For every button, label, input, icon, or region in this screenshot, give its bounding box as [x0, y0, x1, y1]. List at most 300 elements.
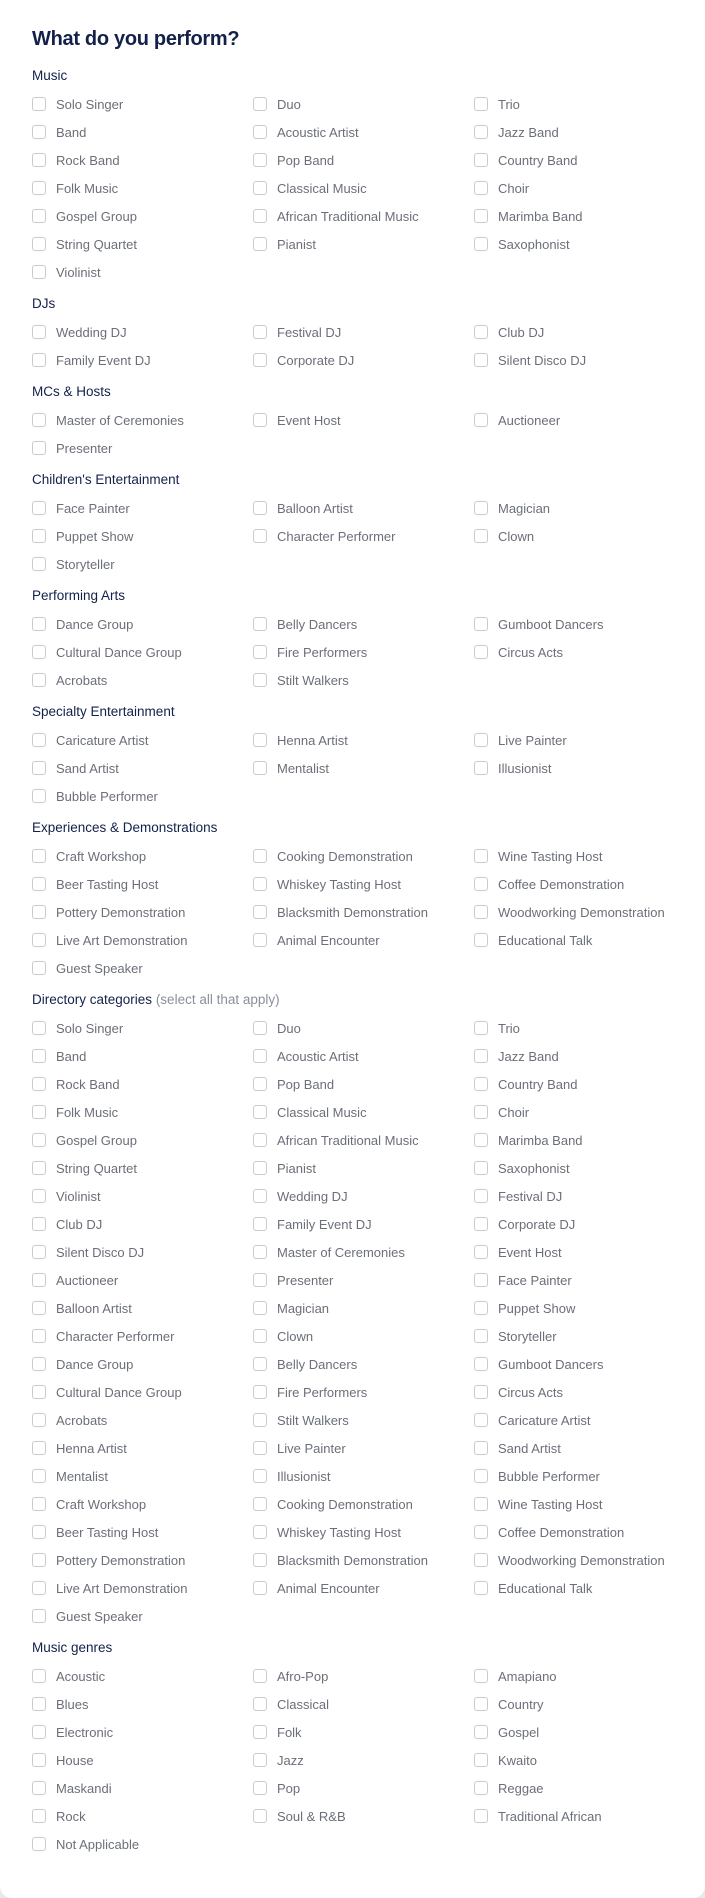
option-label: Fire Performers — [277, 644, 368, 660]
unchecked-checkbox-icon[interactable] — [253, 1105, 267, 1119]
option-marimba-band[interactable] — [474, 202, 695, 230]
option-mentalist[interactable] — [32, 1462, 253, 1490]
option-acrobats[interactable] — [32, 1406, 253, 1434]
option-storyteller[interactable] — [474, 1322, 695, 1350]
option-wedding-dj[interactable] — [253, 1182, 474, 1210]
unchecked-checkbox-icon[interactable] — [474, 1357, 488, 1371]
unchecked-checkbox-icon[interactable] — [474, 1413, 488, 1427]
unchecked-checkbox-icon[interactable] — [474, 181, 488, 195]
option-stilt-walkers[interactable] — [253, 666, 474, 694]
unchecked-checkbox-icon[interactable] — [32, 961, 46, 975]
unchecked-checkbox-icon[interactable] — [474, 1161, 488, 1175]
unchecked-checkbox-icon[interactable] — [253, 181, 267, 195]
option-face-painter[interactable] — [32, 494, 253, 522]
unchecked-checkbox-icon[interactable] — [253, 1329, 267, 1343]
unchecked-checkbox-icon[interactable] — [253, 1725, 267, 1739]
option-wedding-dj[interactable] — [32, 318, 253, 346]
unchecked-checkbox-icon[interactable] — [253, 1049, 267, 1063]
unchecked-checkbox-icon[interactable] — [253, 1217, 267, 1231]
option-coffee-demonstration[interactable] — [474, 1518, 695, 1546]
unchecked-checkbox-icon[interactable] — [474, 1809, 488, 1823]
option-magician[interactable] — [253, 1294, 474, 1322]
unchecked-checkbox-icon[interactable] — [32, 501, 46, 515]
unchecked-checkbox-icon[interactable] — [32, 529, 46, 543]
option-guest-speaker[interactable] — [32, 954, 253, 982]
unchecked-checkbox-icon[interactable] — [32, 877, 46, 891]
option-blacksmith-demonstration[interactable] — [253, 898, 474, 926]
option-dance-group[interactable] — [32, 1350, 253, 1378]
option-rock-band[interactable] — [32, 146, 253, 174]
unchecked-checkbox-icon[interactable] — [474, 849, 488, 863]
unchecked-checkbox-icon[interactable] — [253, 325, 267, 339]
option-silent-disco-dj[interactable] — [32, 1238, 253, 1266]
option-afro-pop[interactable] — [253, 1662, 474, 1690]
option-caricature-artist[interactable] — [32, 726, 253, 754]
option-fire-performers[interactable] — [253, 1378, 474, 1406]
unchecked-checkbox-icon[interactable] — [474, 1781, 488, 1795]
unchecked-checkbox-icon[interactable] — [32, 413, 46, 427]
option-sand-artist[interactable] — [474, 1434, 695, 1462]
option-band[interactable] — [32, 118, 253, 146]
option-cultural-dance-group[interactable] — [32, 1378, 253, 1406]
unchecked-checkbox-icon[interactable] — [474, 1133, 488, 1147]
unchecked-checkbox-icon[interactable] — [32, 325, 46, 339]
option-duo[interactable] — [253, 1014, 474, 1042]
unchecked-checkbox-icon[interactable] — [253, 413, 267, 427]
unchecked-checkbox-icon[interactable] — [474, 1329, 488, 1343]
option-circus-acts[interactable] — [474, 1378, 695, 1406]
option-family-event-dj[interactable] — [253, 1210, 474, 1238]
unchecked-checkbox-icon[interactable] — [253, 1273, 267, 1287]
unchecked-checkbox-icon[interactable] — [253, 209, 267, 223]
option-label: Saxophonist — [498, 236, 570, 252]
option-gospel[interactable] — [474, 1718, 695, 1746]
option-fire-performers[interactable] — [253, 638, 474, 666]
option-trio[interactable] — [474, 1014, 695, 1042]
option-pop-band[interactable] — [253, 1070, 474, 1098]
option-pop-band[interactable] — [253, 146, 474, 174]
unchecked-checkbox-icon[interactable] — [253, 849, 267, 863]
unchecked-checkbox-icon[interactable] — [253, 501, 267, 515]
unchecked-checkbox-icon[interactable] — [32, 237, 46, 251]
option-woodworking-demonstration[interactable] — [474, 1546, 695, 1574]
unchecked-checkbox-icon[interactable] — [474, 1525, 488, 1539]
unchecked-checkbox-icon[interactable] — [253, 1385, 267, 1399]
option-bubble-performer[interactable] — [32, 782, 253, 810]
unchecked-checkbox-icon[interactable] — [253, 733, 267, 747]
unchecked-checkbox-icon[interactable] — [32, 1245, 46, 1259]
option-gospel-group[interactable] — [32, 1126, 253, 1154]
option-balloon-artist[interactable] — [32, 1294, 253, 1322]
unchecked-checkbox-icon[interactable] — [253, 1021, 267, 1035]
option-silent-disco-dj[interactable] — [474, 346, 695, 374]
unchecked-checkbox-icon[interactable] — [474, 325, 488, 339]
option-sand-artist[interactable] — [32, 754, 253, 782]
unchecked-checkbox-icon[interactable] — [32, 1725, 46, 1739]
option-corporate-dj[interactable] — [253, 346, 474, 374]
option-jazz-band[interactable] — [474, 118, 695, 146]
option-reggae[interactable] — [474, 1774, 695, 1802]
option-stilt-walkers[interactable] — [253, 1406, 474, 1434]
option-bubble-performer[interactable] — [474, 1462, 695, 1490]
option-gumboot-dancers[interactable] — [474, 1350, 695, 1378]
option-cooking-demonstration[interactable] — [253, 842, 474, 870]
option-violinist[interactable] — [32, 1182, 253, 1210]
option-clown[interactable] — [474, 522, 695, 550]
unchecked-checkbox-icon[interactable] — [32, 1497, 46, 1511]
option-not-applicable[interactable] — [32, 1830, 253, 1858]
option-auctioneer[interactable] — [32, 1266, 253, 1294]
unchecked-checkbox-icon[interactable] — [253, 1245, 267, 1259]
option-animal-encounter[interactable] — [253, 926, 474, 954]
unchecked-checkbox-icon[interactable] — [253, 645, 267, 659]
unchecked-checkbox-icon[interactable] — [32, 1581, 46, 1595]
option-beer-tasting-host[interactable] — [32, 870, 253, 898]
unchecked-checkbox-icon[interactable] — [32, 1329, 46, 1343]
option-trio[interactable] — [474, 90, 695, 118]
option-pottery-demonstration[interactable] — [32, 1546, 253, 1574]
option-club-dj[interactable] — [474, 318, 695, 346]
unchecked-checkbox-icon[interactable] — [253, 1441, 267, 1455]
option-wine-tasting-host[interactable] — [474, 842, 695, 870]
unchecked-checkbox-icon[interactable] — [32, 153, 46, 167]
unchecked-checkbox-icon[interactable] — [253, 1161, 267, 1175]
option-clown[interactable] — [253, 1322, 474, 1350]
unchecked-checkbox-icon[interactable] — [474, 209, 488, 223]
unchecked-checkbox-icon[interactable] — [474, 1441, 488, 1455]
option-live-painter[interactable] — [253, 1434, 474, 1462]
option-craft-workshop[interactable] — [32, 842, 253, 870]
unchecked-checkbox-icon[interactable] — [253, 1669, 267, 1683]
unchecked-checkbox-icon[interactable] — [32, 1469, 46, 1483]
unchecked-checkbox-icon[interactable] — [32, 645, 46, 659]
option-event-host[interactable] — [474, 1238, 695, 1266]
unchecked-checkbox-icon[interactable] — [32, 1525, 46, 1539]
option-puppet-show[interactable] — [474, 1294, 695, 1322]
unchecked-checkbox-icon[interactable] — [474, 1189, 488, 1203]
unchecked-checkbox-icon[interactable] — [32, 789, 46, 803]
option-cultural-dance-group[interactable] — [32, 638, 253, 666]
option-presenter[interactable] — [253, 1266, 474, 1294]
unchecked-checkbox-icon[interactable] — [474, 733, 488, 747]
option-african-traditional-music[interactable] — [253, 1126, 474, 1154]
option-pianist[interactable] — [253, 230, 474, 258]
unchecked-checkbox-icon[interactable] — [32, 1189, 46, 1203]
unchecked-checkbox-icon[interactable] — [474, 1581, 488, 1595]
option-face-painter[interactable] — [474, 1266, 695, 1294]
unchecked-checkbox-icon[interactable] — [253, 1781, 267, 1795]
option-maskandi[interactable] — [32, 1774, 253, 1802]
option-craft-workshop[interactable] — [32, 1490, 253, 1518]
option-festival-dj[interactable] — [253, 318, 474, 346]
option-beer-tasting-host[interactable] — [32, 1518, 253, 1546]
option-rock[interactable] — [32, 1802, 253, 1830]
option-folk-music[interactable] — [32, 1098, 253, 1126]
unchecked-checkbox-icon[interactable] — [253, 1697, 267, 1711]
option-family-event-dj[interactable] — [32, 346, 253, 374]
option-acrobats[interactable] — [32, 666, 253, 694]
unchecked-checkbox-icon[interactable] — [32, 673, 46, 687]
unchecked-checkbox-icon[interactable] — [253, 1469, 267, 1483]
unchecked-checkbox-icon[interactable] — [474, 353, 488, 367]
unchecked-checkbox-icon[interactable] — [32, 1217, 46, 1231]
unchecked-checkbox-icon[interactable] — [253, 529, 267, 543]
option-magician[interactable] — [474, 494, 695, 522]
unchecked-checkbox-icon[interactable] — [474, 529, 488, 543]
unchecked-checkbox-icon[interactable] — [474, 1021, 488, 1035]
option-festival-dj[interactable] — [474, 1182, 695, 1210]
unchecked-checkbox-icon[interactable] — [32, 1077, 46, 1091]
option-illusionist[interactable] — [253, 1462, 474, 1490]
unchecked-checkbox-icon[interactable] — [253, 97, 267, 111]
unchecked-checkbox-icon[interactable] — [32, 1273, 46, 1287]
unchecked-checkbox-icon[interactable] — [32, 1809, 46, 1823]
option-puppet-show[interactable] — [32, 522, 253, 550]
option-saxophonist[interactable] — [474, 1154, 695, 1182]
unchecked-checkbox-icon[interactable] — [253, 1581, 267, 1595]
unchecked-checkbox-icon[interactable] — [32, 1301, 46, 1315]
unchecked-checkbox-icon[interactable] — [474, 1273, 488, 1287]
unchecked-checkbox-icon[interactable] — [474, 413, 488, 427]
unchecked-checkbox-icon[interactable] — [32, 1669, 46, 1683]
unchecked-checkbox-icon[interactable] — [474, 1725, 488, 1739]
unchecked-checkbox-icon[interactable] — [474, 1497, 488, 1511]
option-henna-artist[interactable] — [32, 1434, 253, 1462]
option-mentalist[interactable] — [253, 754, 474, 782]
option-whiskey-tasting-host[interactable] — [253, 1518, 474, 1546]
unchecked-checkbox-icon[interactable] — [32, 1021, 46, 1035]
option-label: Rock Band — [56, 152, 120, 168]
unchecked-checkbox-icon[interactable] — [32, 125, 46, 139]
option-gumboot-dancers[interactable] — [474, 610, 695, 638]
unchecked-checkbox-icon[interactable] — [32, 733, 46, 747]
option-pottery-demonstration[interactable] — [32, 898, 253, 926]
unchecked-checkbox-icon[interactable] — [474, 1049, 488, 1063]
unchecked-checkbox-icon[interactable] — [474, 617, 488, 631]
unchecked-checkbox-icon[interactable] — [32, 617, 46, 631]
unchecked-checkbox-icon[interactable] — [32, 1385, 46, 1399]
option-pop[interactable] — [253, 1774, 474, 1802]
unchecked-checkbox-icon[interactable] — [474, 125, 488, 139]
unchecked-checkbox-icon[interactable] — [474, 1469, 488, 1483]
option-cooking-demonstration[interactable] — [253, 1490, 474, 1518]
option-label: Soul & R&B — [277, 1808, 346, 1824]
option-live-art-demonstration[interactable] — [32, 1574, 253, 1602]
option-jazz[interactable] — [253, 1746, 474, 1774]
unchecked-checkbox-icon[interactable] — [32, 557, 46, 571]
unchecked-checkbox-icon[interactable] — [253, 761, 267, 775]
unchecked-checkbox-icon[interactable] — [32, 1553, 46, 1567]
option-guest-speaker[interactable] — [32, 1602, 253, 1630]
option-classical[interactable] — [253, 1690, 474, 1718]
option-solo-singer[interactable] — [32, 90, 253, 118]
unchecked-checkbox-icon[interactable] — [253, 153, 267, 167]
option-storyteller[interactable] — [32, 550, 253, 578]
option-folk[interactable] — [253, 1718, 474, 1746]
unchecked-checkbox-icon[interactable] — [474, 1077, 488, 1091]
option-educational-talk[interactable] — [474, 1574, 695, 1602]
unchecked-checkbox-icon[interactable] — [474, 501, 488, 515]
unchecked-checkbox-icon[interactable] — [474, 1217, 488, 1231]
unchecked-checkbox-icon[interactable] — [474, 1105, 488, 1119]
option-electronic[interactable] — [32, 1718, 253, 1746]
option-presenter[interactable] — [32, 434, 253, 462]
option-woodworking-demonstration[interactable] — [474, 898, 695, 926]
option-balloon-artist[interactable] — [253, 494, 474, 522]
unchecked-checkbox-icon[interactable] — [253, 933, 267, 947]
unchecked-checkbox-icon[interactable] — [32, 933, 46, 947]
unchecked-checkbox-icon[interactable] — [32, 441, 46, 455]
unchecked-checkbox-icon[interactable] — [253, 353, 267, 367]
unchecked-checkbox-icon[interactable] — [253, 237, 267, 251]
unchecked-checkbox-icon[interactable] — [474, 877, 488, 891]
option-label: Rock — [56, 1808, 86, 1824]
option-solo-singer[interactable] — [32, 1014, 253, 1042]
unchecked-checkbox-icon[interactable] — [32, 1781, 46, 1795]
option-master-of-ceremonies[interactable] — [253, 1238, 474, 1266]
option-label: Cultural Dance Group — [56, 644, 182, 660]
unchecked-checkbox-icon[interactable] — [253, 877, 267, 891]
unchecked-checkbox-icon[interactable] — [474, 237, 488, 251]
unchecked-checkbox-icon[interactable] — [474, 933, 488, 947]
unchecked-checkbox-icon[interactable] — [32, 905, 46, 919]
unchecked-checkbox-icon[interactable] — [474, 1553, 488, 1567]
option-caricature-artist[interactable] — [474, 1406, 695, 1434]
unchecked-checkbox-icon[interactable] — [474, 97, 488, 111]
option-string-quartet[interactable] — [32, 230, 253, 258]
unchecked-checkbox-icon[interactable] — [474, 761, 488, 775]
option-rock-band[interactable] — [32, 1070, 253, 1098]
unchecked-checkbox-icon[interactable] — [32, 1133, 46, 1147]
unchecked-checkbox-icon[interactable] — [253, 1301, 267, 1315]
option-duo[interactable] — [253, 90, 474, 118]
option-kwaito[interactable] — [474, 1746, 695, 1774]
unchecked-checkbox-icon[interactable] — [32, 849, 46, 863]
option-african-traditional-music[interactable] — [253, 202, 474, 230]
unchecked-checkbox-icon[interactable] — [253, 125, 267, 139]
unchecked-checkbox-icon[interactable] — [32, 1413, 46, 1427]
option-jazz-band[interactable] — [474, 1042, 695, 1070]
unchecked-checkbox-icon[interactable] — [32, 1441, 46, 1455]
unchecked-checkbox-icon[interactable] — [32, 181, 46, 195]
option-henna-artist[interactable] — [253, 726, 474, 754]
unchecked-checkbox-icon[interactable] — [32, 761, 46, 775]
option-violinist[interactable] — [32, 258, 253, 286]
unchecked-checkbox-icon[interactable] — [253, 1357, 267, 1371]
unchecked-checkbox-icon[interactable] — [474, 1385, 488, 1399]
option-blues[interactable] — [32, 1690, 253, 1718]
option-classical-music[interactable] — [253, 174, 474, 202]
option-country-band[interactable] — [474, 1070, 695, 1098]
unchecked-checkbox-icon[interactable] — [474, 153, 488, 167]
unchecked-checkbox-icon[interactable] — [32, 353, 46, 367]
unchecked-checkbox-icon[interactable] — [253, 1189, 267, 1203]
option-auctioneer[interactable] — [474, 406, 695, 434]
unchecked-checkbox-icon[interactable] — [253, 905, 267, 919]
option-character-performer[interactable] — [32, 1322, 253, 1350]
option-soul-and-randb[interactable] — [253, 1802, 474, 1830]
option-belly-dancers[interactable] — [253, 610, 474, 638]
option-traditional-african[interactable] — [474, 1802, 695, 1830]
option-corporate-dj[interactable] — [474, 1210, 695, 1238]
option-acoustic-artist[interactable] — [253, 1042, 474, 1070]
option-gospel-group[interactable] — [32, 202, 253, 230]
option-acoustic-artist[interactable] — [253, 118, 474, 146]
option-illusionist[interactable] — [474, 754, 695, 782]
option-country[interactable] — [474, 1690, 695, 1718]
unchecked-checkbox-icon[interactable] — [253, 1497, 267, 1511]
unchecked-checkbox-icon[interactable] — [253, 1753, 267, 1767]
option-coffee-demonstration[interactable] — [474, 870, 695, 898]
unchecked-checkbox-icon[interactable] — [253, 1809, 267, 1823]
unchecked-checkbox-icon[interactable] — [32, 1837, 46, 1851]
option-animal-encounter[interactable] — [253, 1574, 474, 1602]
option-choir[interactable] — [474, 1098, 695, 1126]
option-whiskey-tasting-host[interactable] — [253, 870, 474, 898]
unchecked-checkbox-icon[interactable] — [253, 1077, 267, 1091]
option-marimba-band[interactable] — [474, 1126, 695, 1154]
option-educational-talk[interactable] — [474, 926, 695, 954]
unchecked-checkbox-icon[interactable] — [32, 1357, 46, 1371]
option-wine-tasting-host[interactable] — [474, 1490, 695, 1518]
unchecked-checkbox-icon[interactable] — [474, 1753, 488, 1767]
option-pianist[interactable] — [253, 1154, 474, 1182]
option-live-art-demonstration[interactable] — [32, 926, 253, 954]
unchecked-checkbox-icon[interactable] — [32, 1049, 46, 1063]
option-master-of-ceremonies[interactable] — [32, 406, 253, 434]
unchecked-checkbox-icon[interactable] — [32, 1697, 46, 1711]
option-dance-group[interactable] — [32, 610, 253, 638]
unchecked-checkbox-icon[interactable] — [32, 1161, 46, 1175]
option-saxophonist[interactable] — [474, 230, 695, 258]
option-live-painter[interactable] — [474, 726, 695, 754]
unchecked-checkbox-icon[interactable] — [253, 1525, 267, 1539]
option-classical-music[interactable] — [253, 1098, 474, 1126]
option-house[interactable] — [32, 1746, 253, 1774]
unchecked-checkbox-icon[interactable] — [474, 1301, 488, 1315]
unchecked-checkbox-icon[interactable] — [474, 645, 488, 659]
unchecked-checkbox-icon[interactable] — [32, 209, 46, 223]
unchecked-checkbox-icon[interactable] — [253, 1133, 267, 1147]
option-folk-music[interactable] — [32, 174, 253, 202]
option-country-band[interactable] — [474, 146, 695, 174]
unchecked-checkbox-icon[interactable] — [474, 1245, 488, 1259]
option-acoustic[interactable] — [32, 1662, 253, 1690]
option-character-performer[interactable] — [253, 522, 474, 550]
option-amapiano[interactable] — [474, 1662, 695, 1690]
unchecked-checkbox-icon[interactable] — [474, 905, 488, 919]
option-band[interactable] — [32, 1042, 253, 1070]
unchecked-checkbox-icon[interactable] — [32, 1105, 46, 1119]
option-blacksmith-demonstration[interactable] — [253, 1546, 474, 1574]
option-event-host[interactable] — [253, 406, 474, 434]
unchecked-checkbox-icon[interactable] — [32, 1753, 46, 1767]
option-string-quartet[interactable] — [32, 1154, 253, 1182]
unchecked-checkbox-icon[interactable] — [32, 97, 46, 111]
option-choir[interactable] — [474, 174, 695, 202]
unchecked-checkbox-icon[interactable] — [32, 265, 46, 279]
unchecked-checkbox-icon[interactable] — [32, 1609, 46, 1623]
unchecked-checkbox-icon[interactable] — [253, 1553, 267, 1567]
unchecked-checkbox-icon[interactable] — [253, 673, 267, 687]
unchecked-checkbox-icon[interactable] — [474, 1697, 488, 1711]
unchecked-checkbox-icon[interactable] — [474, 1669, 488, 1683]
option-circus-acts[interactable] — [474, 638, 695, 666]
option-club-dj[interactable] — [32, 1210, 253, 1238]
unchecked-checkbox-icon[interactable] — [253, 1413, 267, 1427]
unchecked-checkbox-icon[interactable] — [253, 617, 267, 631]
option-belly-dancers[interactable] — [253, 1350, 474, 1378]
